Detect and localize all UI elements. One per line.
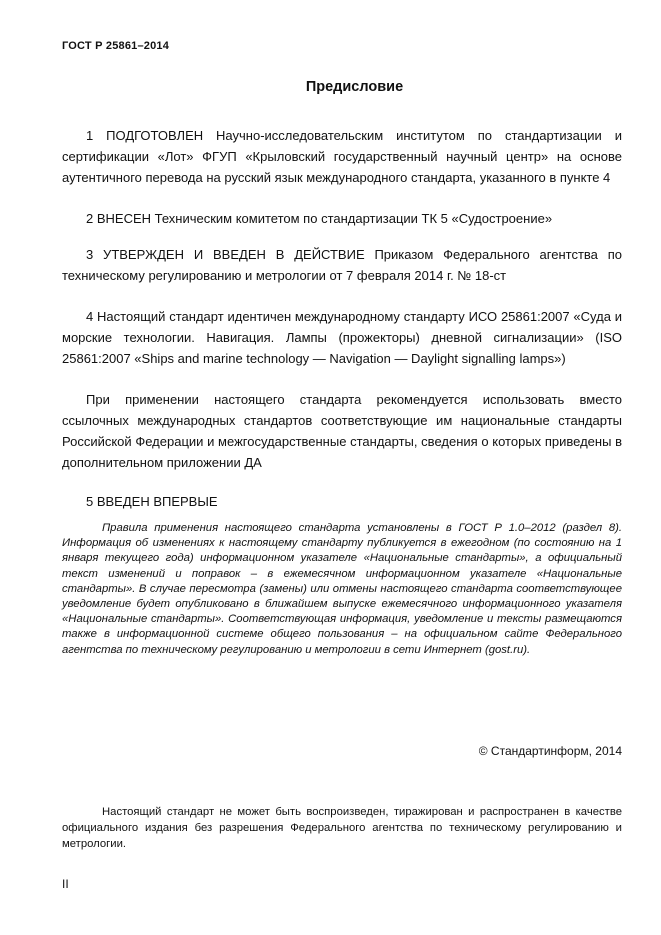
copyright-notice: © Стандартинформ, 2014 — [478, 744, 622, 758]
page-number: II — [62, 877, 69, 891]
paragraph-submitted-by: 2 ВНЕСЕН Техническим комитетом по стандартизации ТК 5 «Судостроение» — [86, 211, 553, 226]
paragraph-first-introduced: 5 ВВЕДЕН ВПЕРВЫЕ — [86, 494, 218, 509]
reproduction-notice: Настоящий стандарт не может быть воспроизведен, тиражирован и распространен в качестве официального издания без разрешения Федерального агентства по техническому регулированию и метрологии. — [62, 806, 622, 850]
application-rules-info: Правила применения настоящего стандарта установлены в ГОСТ Р 1.0–2012 (раздел 8). Информация об изменениях к настоящему стандарту публикуется в ежегодном (по состоянию на 1 января текущего года) информационном указателе «Национальные стандарты», а официальный текст изменений и поправок – в ежемесячном информационном указателе «Национальные стандарты». В случае пересмотра (замены) или отмены настоящего стандарта соответствующее уведомление будет опубликовано в ближайшем выпуске ежемесячного информационного указателя «Национальные стандарты». Соответствующая информация, уведомление и тексты размещаются также в информационной системе общего пользования – на официальном сайте Федерального агентства по техническому регулированию и метрологии в сети Интернет (gost.ru). — [62, 522, 622, 656]
paragraph-identical-standard: 4 Настоящий стандарт идентичен международному стандарту ИСО 25861:2007 «Суда и морские технологии. Навигация. Лампы (прожекторы) дневной сигнализации» (ISO 25861:2007 «Ships and marine technology — Navigation — Daylight signalling lamps») — [62, 309, 622, 366]
paragraph-references-note: При применении настоящего стандарта рекомендуется использовать вместо ссылочных международных стандартов соответствующие им национальные стандарты Российской Федерации и межгосударственные стандарты, сведения о которых приведены в дополнительном приложении ДА — [62, 392, 622, 470]
paragraph-approved: 3 УТВЕРЖДЕН И ВВЕДЕН В ДЕЙСТВИЕ Приказом Федерального агентства по техническому регулированию и метрологии от 7 февраля 2014 г. № 18-ст — [62, 247, 622, 283]
page-title: Предисловие — [305, 79, 404, 95]
document-header-id: ГОСТ Р 25861–2014 — [62, 40, 170, 52]
paragraph-prepared-by: 1 ПОДГОТОВЛЕН Научно-исследовательским институтом по стандартизации и сертификации «Лот» ФГУП «Крыловский государственный научный центр» на основе аутентичного перевода на русский язык международного стандарта, указанного в пункте 4 — [62, 128, 622, 185]
